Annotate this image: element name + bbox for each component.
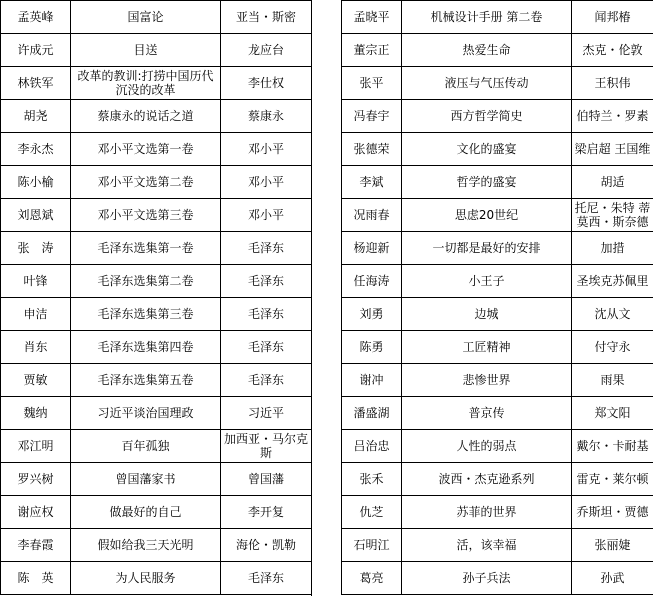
author-cell: 伯特兰・罗素 bbox=[572, 100, 653, 133]
reader-name-cell: 许成元 bbox=[1, 34, 71, 67]
reader-name-cell: 魏纳 bbox=[1, 397, 71, 430]
author-cell: 邓小平 bbox=[221, 133, 312, 166]
table-row bbox=[342, 496, 653, 529]
reader-name-cell: 石明江 bbox=[342, 529, 402, 562]
reader-name-cell: 林铁军 bbox=[1, 67, 71, 100]
table-row bbox=[342, 463, 653, 496]
reader-name-cell: 葛亮 bbox=[342, 562, 402, 595]
table-row bbox=[342, 397, 653, 430]
author-cell: 杰克・伦敦 bbox=[572, 34, 653, 67]
reader-name-cell: 吕治忠 bbox=[342, 430, 402, 463]
author-cell: 亚当・斯密 bbox=[221, 1, 312, 34]
book-title-cell: 液压与气压传动 bbox=[402, 67, 572, 100]
table-row bbox=[1, 67, 312, 100]
column-gap bbox=[311, 0, 342, 596]
reader-name-cell: 贾敏 bbox=[1, 364, 71, 397]
table-row bbox=[1, 430, 312, 463]
book-title-cell: 一切都是最好的安排 bbox=[402, 232, 572, 265]
table-row bbox=[1, 133, 312, 166]
table-row bbox=[342, 298, 653, 331]
book-title-cell: 小王子 bbox=[402, 265, 572, 298]
author-cell: 李开复 bbox=[221, 496, 312, 529]
reader-name-cell: 潘盛湖 bbox=[342, 397, 402, 430]
table-row bbox=[1, 1, 312, 34]
reader-name-cell: 邓江明 bbox=[1, 430, 71, 463]
author-cell: 王积伟 bbox=[572, 67, 653, 100]
author-cell: 圣埃克苏佩里 bbox=[572, 265, 653, 298]
book-title-cell: 毛泽东选集第五卷 bbox=[71, 364, 221, 397]
author-cell: 乔斯坦・贾德 bbox=[572, 496, 653, 529]
author-cell: 毛泽东 bbox=[221, 562, 312, 595]
reader-name-cell: 陈勇 bbox=[342, 331, 402, 364]
table-row bbox=[1, 364, 312, 397]
book-title-cell: 假如给我三天光明 bbox=[71, 529, 221, 562]
book-title-cell: 改革的教训:打捞中国历代沉没的改革 bbox=[71, 67, 221, 100]
author-cell: 托尼・朱特 蒂莫西・斯奈德 bbox=[572, 199, 653, 232]
author-cell: 闻邦椿 bbox=[572, 1, 653, 34]
reader-name-cell: 陈 英 bbox=[1, 562, 71, 595]
book-title-cell: 为人民服务 bbox=[71, 562, 221, 595]
book-title-cell: 毛泽东选集第四卷 bbox=[71, 331, 221, 364]
table-row bbox=[342, 430, 653, 463]
table-row bbox=[1, 298, 312, 331]
reader-name-cell: 任海涛 bbox=[342, 265, 402, 298]
book-title-cell: 邓小平文选第一卷 bbox=[71, 133, 221, 166]
author-cell: 梁启超 王国维 bbox=[572, 133, 653, 166]
table-row bbox=[342, 232, 653, 265]
reader-name-cell: 况雨春 bbox=[342, 199, 402, 232]
reader-name-cell: 谢冲 bbox=[342, 364, 402, 397]
reader-name-cell: 董宗正 bbox=[342, 34, 402, 67]
table-row bbox=[1, 397, 312, 430]
table-row bbox=[1, 331, 312, 364]
reader-name-cell: 申洁 bbox=[1, 298, 71, 331]
table-row bbox=[1, 265, 312, 298]
reader-name-cell: 李斌 bbox=[342, 166, 402, 199]
book-title-cell: 边城 bbox=[402, 298, 572, 331]
author-cell: 李仕权 bbox=[221, 67, 312, 100]
reading-list-table-left bbox=[0, 0, 312, 595]
table-row bbox=[1, 34, 312, 67]
author-cell: 邓小平 bbox=[221, 199, 312, 232]
table-row bbox=[342, 199, 653, 232]
book-title-cell: 做最好的自己 bbox=[71, 496, 221, 529]
author-cell: 胡适 bbox=[572, 166, 653, 199]
author-cell: 付守永 bbox=[572, 331, 653, 364]
table-row bbox=[1, 100, 312, 133]
book-title-cell: 西方哲学简史 bbox=[402, 100, 572, 133]
author-cell: 毛泽东 bbox=[221, 265, 312, 298]
book-title-cell: 机械设计手册 第二卷 bbox=[402, 1, 572, 34]
book-title-cell: 工匠精神 bbox=[402, 331, 572, 364]
table-row bbox=[342, 133, 653, 166]
book-title-cell: 哲学的盛宴 bbox=[402, 166, 572, 199]
book-title-cell: 热爱生命 bbox=[402, 34, 572, 67]
reader-name-cell: 仇芝 bbox=[342, 496, 402, 529]
reader-name-cell: 叶锋 bbox=[1, 265, 71, 298]
reading-list-right-body bbox=[342, 1, 653, 595]
table-row bbox=[342, 67, 653, 100]
author-cell: 加西亚・马尔克斯 bbox=[221, 430, 312, 463]
table-row bbox=[342, 166, 653, 199]
author-cell: 邓小平 bbox=[221, 166, 312, 199]
table-row bbox=[1, 166, 312, 199]
author-cell: 加措 bbox=[572, 232, 653, 265]
reader-name-cell: 杨迎新 bbox=[342, 232, 402, 265]
book-title-cell: 习近平谈治国理政 bbox=[71, 397, 221, 430]
book-title-cell: 活，该幸福 bbox=[402, 529, 572, 562]
reader-name-cell: 张平 bbox=[342, 67, 402, 100]
table-row bbox=[1, 199, 312, 232]
reading-list-table-right bbox=[341, 0, 653, 595]
author-cell: 海伦・凯勒 bbox=[221, 529, 312, 562]
book-title-cell: 目送 bbox=[71, 34, 221, 67]
author-cell: 毛泽东 bbox=[221, 364, 312, 397]
table-row bbox=[1, 562, 312, 595]
book-title-cell: 波西・杰克逊系列 bbox=[402, 463, 572, 496]
reader-name-cell: 刘恩斌 bbox=[1, 199, 71, 232]
table-row bbox=[1, 496, 312, 529]
author-cell: 雷克・莱尔顿 bbox=[572, 463, 653, 496]
reader-name-cell: 肖东 bbox=[1, 331, 71, 364]
table-row bbox=[1, 232, 312, 265]
reader-name-cell: 孟晓平 bbox=[342, 1, 402, 34]
table-row bbox=[342, 1, 653, 34]
reader-name-cell: 罗兴树 bbox=[1, 463, 71, 496]
table-row bbox=[342, 265, 653, 298]
table-row bbox=[342, 34, 653, 67]
reader-name-cell: 谢应权 bbox=[1, 496, 71, 529]
table-row bbox=[342, 364, 653, 397]
author-cell: 沈从文 bbox=[572, 298, 653, 331]
table-row bbox=[1, 463, 312, 496]
book-title-cell: 毛泽东选集第三卷 bbox=[71, 298, 221, 331]
book-title-cell: 普京传 bbox=[402, 397, 572, 430]
book-title-cell: 孙子兵法 bbox=[402, 562, 572, 595]
author-cell: 毛泽东 bbox=[221, 331, 312, 364]
author-cell: 雨果 bbox=[572, 364, 653, 397]
author-cell: 郑文阳 bbox=[572, 397, 653, 430]
author-cell: 龙应台 bbox=[221, 34, 312, 67]
book-title-cell: 国富论 bbox=[71, 1, 221, 34]
table-row bbox=[342, 562, 653, 595]
reading-list-left-body bbox=[1, 1, 312, 595]
table-row bbox=[342, 100, 653, 133]
author-cell: 毛泽东 bbox=[221, 298, 312, 331]
book-title-cell: 苏菲的世界 bbox=[402, 496, 572, 529]
book-title-cell: 人性的弱点 bbox=[402, 430, 572, 463]
book-title-cell: 邓小平文选第二卷 bbox=[71, 166, 221, 199]
table-row bbox=[342, 331, 653, 364]
reader-name-cell: 胡尧 bbox=[1, 100, 71, 133]
author-cell: 张丽婕 bbox=[572, 529, 653, 562]
book-title-cell: 悲惨世界 bbox=[402, 364, 572, 397]
author-cell: 毛泽东 bbox=[221, 232, 312, 265]
book-title-cell: 蔡康永的说话之道 bbox=[71, 100, 221, 133]
reader-name-cell: 李永杰 bbox=[1, 133, 71, 166]
author-cell: 习近平 bbox=[221, 397, 312, 430]
table-row bbox=[342, 529, 653, 562]
reader-name-cell: 冯春宇 bbox=[342, 100, 402, 133]
book-title-cell: 邓小平文选第三卷 bbox=[71, 199, 221, 232]
book-title-cell: 百年孤独 bbox=[71, 430, 221, 463]
book-title-cell: 文化的盛宴 bbox=[402, 133, 572, 166]
book-title-cell: 毛泽东选集第一卷 bbox=[71, 232, 221, 265]
author-cell: 曾国藩 bbox=[221, 463, 312, 496]
reader-name-cell: 张德荣 bbox=[342, 133, 402, 166]
reader-name-cell: 陈小榆 bbox=[1, 166, 71, 199]
reader-name-cell: 刘勇 bbox=[342, 298, 402, 331]
book-title-cell: 思虑20世纪 bbox=[402, 199, 572, 232]
reader-name-cell: 张 涛 bbox=[1, 232, 71, 265]
author-cell: 孙武 bbox=[572, 562, 653, 595]
book-title-cell: 毛泽东选集第二卷 bbox=[71, 265, 221, 298]
reader-name-cell: 孟英峰 bbox=[1, 1, 71, 34]
reader-name-cell: 张禾 bbox=[342, 463, 402, 496]
reader-name-cell: 李春霞 bbox=[1, 529, 71, 562]
table-row bbox=[1, 529, 312, 562]
book-title-cell: 曾国藩家书 bbox=[71, 463, 221, 496]
author-cell: 蔡康永 bbox=[221, 100, 312, 133]
author-cell: 戴尔・卡耐基 bbox=[572, 430, 653, 463]
